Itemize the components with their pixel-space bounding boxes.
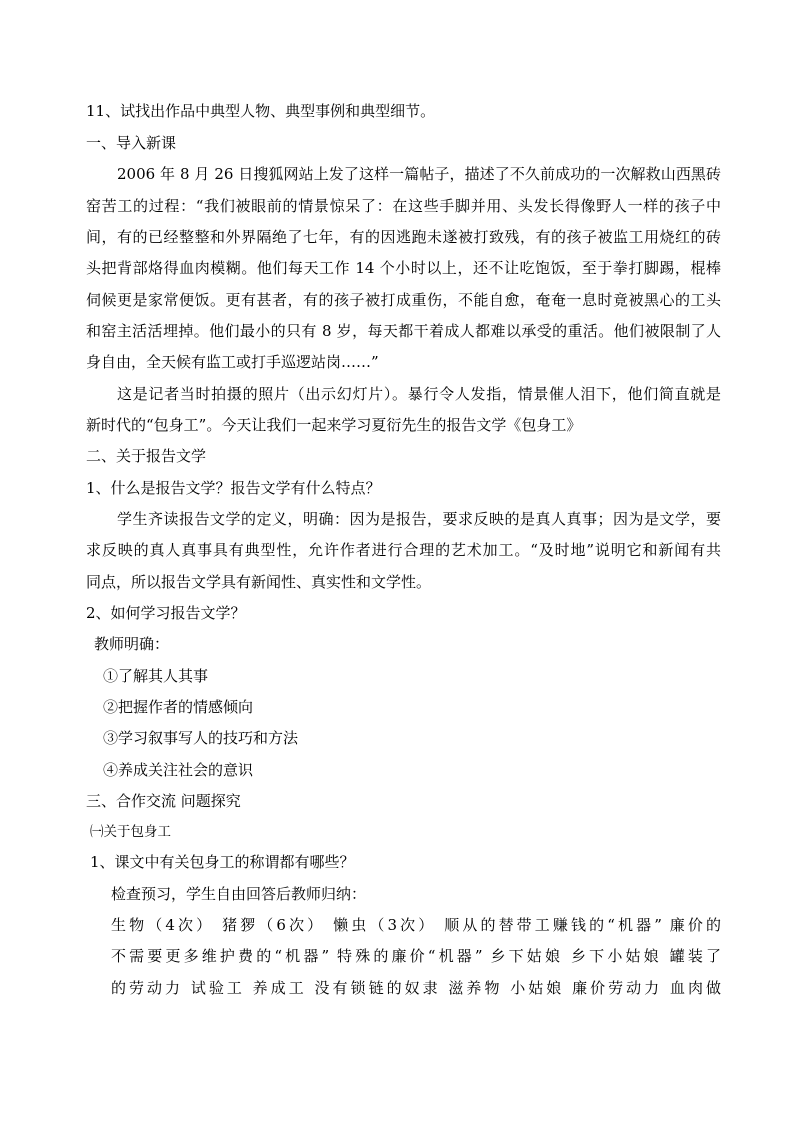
terms-line: 不需要更多维护费的“机器” 特殊的廉价“机器” 乡下姑娘 乡下小姑娘 罐装了: [111, 947, 721, 965]
paragraph-line: 这是记者当时拍摄的照片（出示幻灯片）。暴行令人发指，情景催人泪下，他们简直就是: [117, 385, 721, 403]
paragraph-line: 新时代的“包身工”。今天让我们一起来学习夏衍先生的报告文学《包身工》: [86, 416, 582, 434]
terms-line: 生物（4次） 猪猡（6次） 懒虫（3次） 顺从的替带工赚钱的“机器” 廉价的: [111, 916, 721, 934]
question-2: 2、如何学习报告文学？: [86, 604, 246, 622]
paragraph-line: 窑苦工的过程：“我们被眼前的情景惊呆了：在这些手脚并用、头发长得像野人一样的孩子中: [86, 197, 721, 215]
paragraph-line: 和窑主活活埋掉。他们最小的只有 8 岁，每天都干着成人都难以承受的重活。他们被限制了人: [86, 322, 721, 340]
question-appellations: 1、课文中有关包身工的称谓都有哪些？: [90, 853, 355, 871]
teacher-clarification: 教师明确：: [94, 635, 170, 653]
list-item: ④养成关注社会的意识: [103, 761, 254, 779]
review-intro: 检查预习，学生自由回答后教师归纳：: [111, 885, 367, 903]
list-item: ②把握作者的情感倾向: [103, 698, 254, 716]
title-line: 11、试找出作品中典型人物、典型事例和典型细节。: [86, 102, 436, 120]
paragraph-line: 间，有的已经整整和外界隔绝了七年，有的因逃跑未遂被打致残，有的孩子被监工用烧红的砖: [86, 228, 721, 246]
paragraph-line: 2006 年 8 月 26 日搜狐网站上发了这样一篇帖子，描述了不久前成功的一次解救山西黑砖: [117, 165, 721, 183]
list-item: ③学习叙事写人的技巧和方法: [103, 729, 299, 747]
terms-line: 的劳动力 试验工 养成工 没有锁链的奴隶 滋养物 小姑娘 廉价劳动力 血肉做: [111, 979, 721, 997]
question-1: 1、什么是报告文学？报告文学有什么特点？: [86, 479, 381, 497]
paragraph-line: 同点，所以报告文学具有新闻性、真实性和文学性。: [86, 573, 432, 591]
paragraph-line: 头把背部烙得血肉模糊。他们每天工作 14 个小时以上，还不让吃饱饭，至于拳打脚踢，棍棒: [86, 259, 721, 277]
section-heading-report-literature: 二、关于报告文学: [86, 447, 207, 465]
paragraph-line: 身自由，全天候有监工或打手巡逻站岗……”: [86, 353, 379, 371]
section-heading-discussion: 三、合作交流 问题探究: [86, 792, 241, 810]
paragraph-line: 伺候更是家常便饭。更有甚者，有的孩子被打成重伤，不能自愈，奄奄一息时竟被黑心的工头: [86, 291, 721, 309]
paragraph-line: 学生齐读报告文学的定义，明确：因为是报告，要求反映的是真人真事；因为是文学，要: [117, 510, 721, 528]
paragraph-line: 求反映的真人真事具有典型性，允许作者进行合理的艺术加工。“及时地”说明它和新闻有共: [86, 541, 721, 559]
section-heading-intro: 一、导入新课: [86, 134, 177, 152]
list-item: ①了解其人其事: [103, 667, 209, 685]
subsection-heading: ㈠关于包身工: [90, 824, 171, 840]
